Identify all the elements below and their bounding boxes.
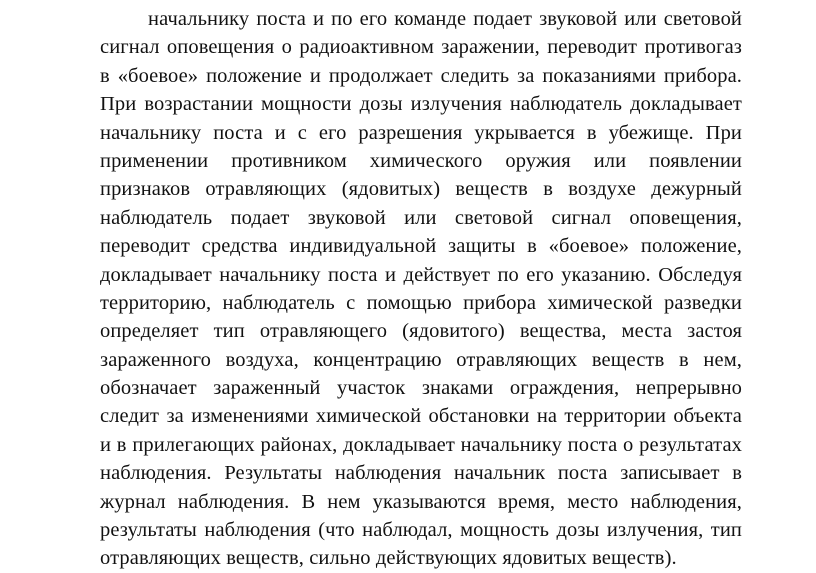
text-line: применении противником химического оружия или появлении	[100, 149, 742, 172]
text-line: определяет тип отравляющего (ядовитого) вещества, места застоя	[100, 320, 742, 343]
text-line: журнал наблюдения. В нем указываются время, место наблюдения,	[100, 490, 742, 513]
text-line: отравляющих веществ, сильно действующих ядовитых веществ).	[100, 547, 677, 570]
text-line: результаты наблюдения (что наблюдал, мощность дозы излучения, тип	[100, 519, 742, 542]
text-line: зараженного воздуха, концентрацию отравляющих веществ в нем,	[100, 348, 742, 371]
text-line: территорию, наблюдатель с помощью прибора химической разведки	[100, 291, 742, 314]
text-line: следит за изменениями химической обстановки на территории объекта	[100, 405, 742, 428]
text-line: и в прилегающих районах, докладывает начальнику поста о результатах	[100, 433, 742, 456]
text-line: начальнику поста и с его разрешения укрывается в убежище. При	[100, 121, 742, 144]
text-line: сигнал оповещения о радиоактивном заражении, переводит противогаз	[100, 36, 742, 59]
text-line: признаков отравляющих (ядовитых) веществ в воздухе дежурный	[100, 178, 742, 201]
document-page	[100, 5, 742, 573]
text-line: в «боевое» положение и продолжает следить за показаниями прибора.	[100, 64, 742, 87]
text-line: наблюдения. Результаты наблюдения начальник поста записывает в	[100, 462, 742, 485]
text-line: переводит средства индивидуальной защиты в «боевое» положение,	[100, 235, 742, 258]
text-line: При возрастании мощности дозы излучения наблюдатель докладывает	[100, 93, 742, 116]
text-line: наблюдатель подает звуковой или световой сигнал оповещения,	[100, 206, 742, 229]
text-line: обозначает зараженный участок знаками ограждения, непрерывно	[100, 377, 742, 400]
text-line: начальнику поста и по его команде подает звуковой или световой	[148, 8, 742, 30]
text-line: докладывает начальнику поста и действует по его указанию. Обследуя	[100, 263, 742, 286]
